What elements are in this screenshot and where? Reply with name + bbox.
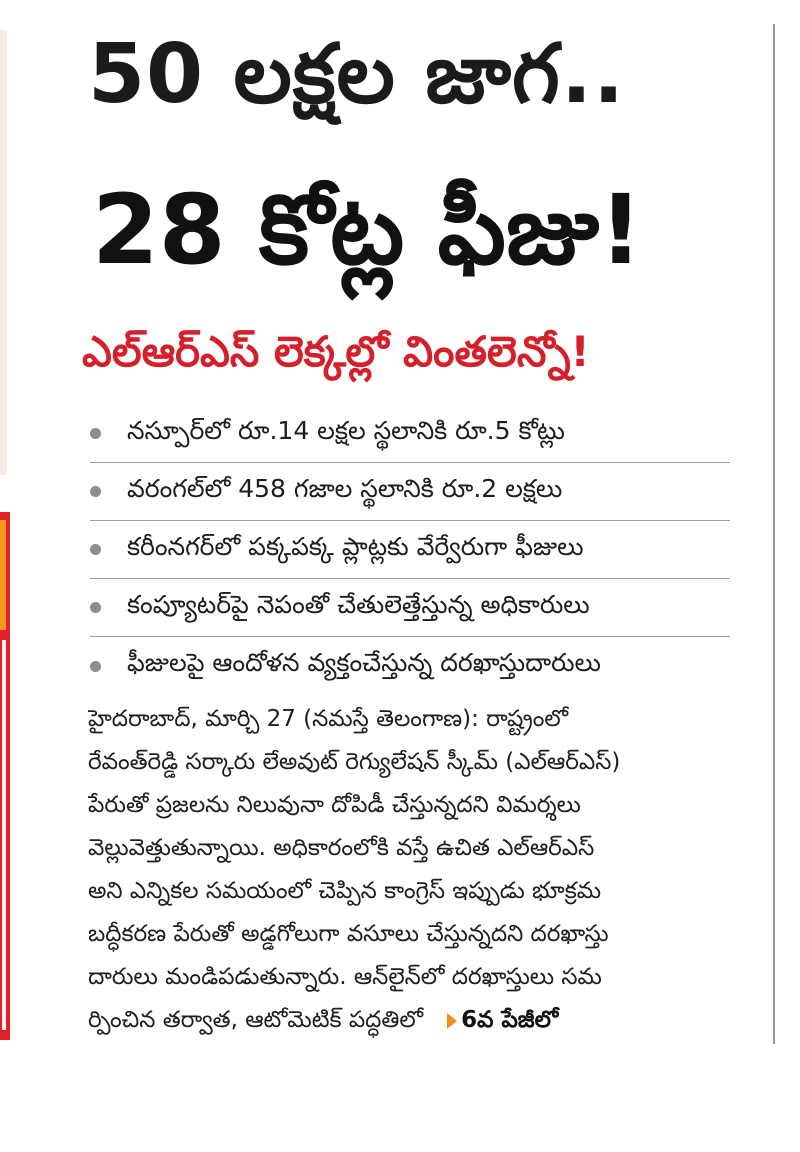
bullet-item bbox=[90, 579, 730, 637]
headline-line-1: 50 లక్షల జాగ.. bbox=[88, 27, 626, 122]
bullet-text: నస్పూర్‌లో రూ.14 లక్షల స్థలానికి రూ.5 కోట్లు bbox=[127, 415, 565, 445]
bullet-item bbox=[90, 521, 730, 579]
bullet-dot-icon bbox=[90, 544, 101, 555]
body-line: అని ఎన్నికల సమయంలో చెప్పిన కాంగ్రెస్ ఇప్పుడు భూక్రమ bbox=[88, 878, 602, 904]
bullet-text: కంప్యూటర్‌పై నెపంతో చేతులెత్తేస్తున్న అధికారులు bbox=[127, 589, 590, 619]
body-line: బద్ధీకరణ పేరుతో అడ్డగోలుగా వసూలు చేస్తున్నదని దరఖాస్తు bbox=[88, 921, 609, 947]
bullet-dot-icon bbox=[90, 602, 101, 613]
headline-line-2: 28 కోట్ల ఫీజు! bbox=[92, 174, 643, 286]
bullet-dot-icon bbox=[90, 486, 101, 497]
bullet-dot-icon bbox=[90, 661, 101, 672]
bullet-item bbox=[90, 637, 730, 695]
column-divider bbox=[773, 24, 775, 1044]
continued-label: 6వ పేజీలో bbox=[461, 1007, 559, 1033]
body-line: వెల్లువెత్తుతున్నాయి. అధికారంలోకి వస్తే ఉచిత ఎల్‌ఆర్‌ఎస్ bbox=[88, 835, 595, 861]
bullet-list bbox=[90, 405, 730, 695]
body-line-last bbox=[88, 999, 734, 1042]
body-line-text: ర్పించిన తర్వాత, ఆటోమెటిక్ పద్ధతిలో bbox=[88, 1007, 424, 1033]
body-line: రేవంత్‌రెడ్డి సర్కారు లేఅవుట్ రెగ్యులేషన్ స్కీమ్ (ఎల్‌ఆర్‌ఎస్) bbox=[88, 749, 621, 775]
bullet-dot-icon bbox=[90, 428, 101, 439]
bullet-text: కరీంనగర్‌లో పక్కపక్క ప్లాట్లకు వేర్వేరుగా ఫీజులు bbox=[127, 531, 584, 561]
body-line: దారులు మండిపడుతున్నారు. ఆన్‌లైన్‌లో దరఖాస్తులు సమ bbox=[88, 964, 602, 990]
bullet-text: వరంగల్‌లో 458 గజాల స్థలానికి రూ.2 లక్షలు bbox=[127, 473, 563, 503]
continued-on-page-link[interactable] bbox=[447, 1007, 558, 1033]
arrow-right-icon bbox=[447, 1013, 457, 1029]
subheadline: ఎల్‌ఆర్‌ఎస్ లెక్కల్లో వింతలెన్నో! bbox=[82, 327, 590, 376]
bullet-item bbox=[90, 463, 730, 521]
body-line: పేరుతో ప్రజలను నిలువునా దోపిడీ చేస్తున్నదని విమర్శలు bbox=[88, 792, 581, 818]
body-line: హైదరాబాద్, మార్చి 27 (నమస్తే తెలంగాణ): రాష్ట్రంలో bbox=[88, 706, 569, 732]
adjacent-ad-accent bbox=[0, 520, 6, 630]
article-body bbox=[88, 698, 734, 1042]
bullet-item bbox=[90, 405, 730, 463]
bullet-text: ఫీజులపై ఆందోళన వ్యక్తంచేస్తున్న దరఖాస్తుదారులు bbox=[127, 648, 601, 677]
adjacent-ad-inner bbox=[2, 640, 6, 1030]
adjacent-column-edge bbox=[0, 30, 7, 475]
